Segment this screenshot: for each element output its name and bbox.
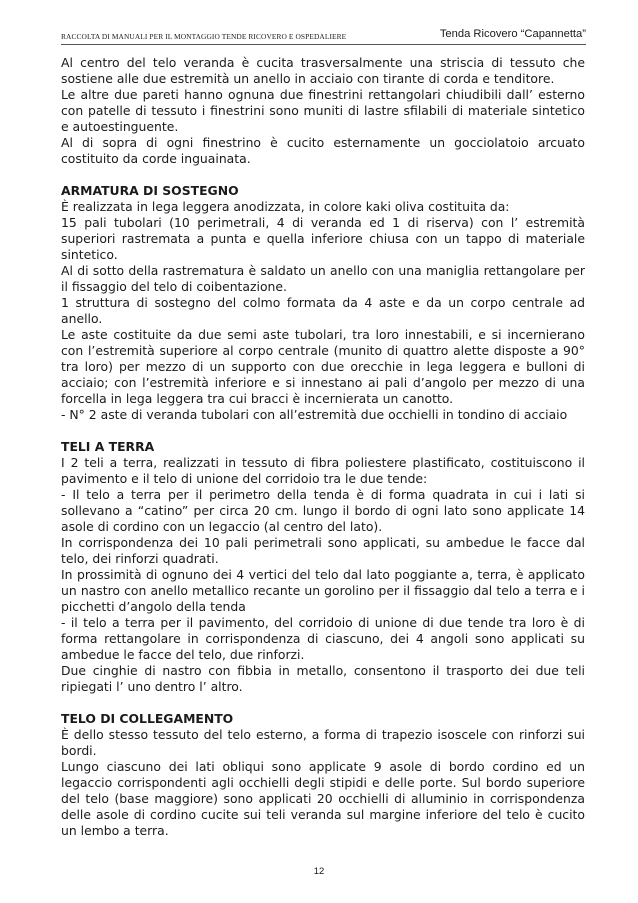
armatura-paragraph-4: 1 struttura di sostegno del colmo formata da 4 aste e da un corpo centrale ad anello. — [61, 295, 585, 326]
teli-paragraph-6: Due cinghie di nastro con fibbia in metallo, consentono il trasporto dei due teli ripiegati l’ uno dentro l’ altro. — [61, 663, 585, 694]
armatura-paragraph-5: Le aste costituite da due semi aste tubolari, tra loro innestabili, e si incernierano con l’estremità superiore al corpo centrale (munito di quattro alette disposte a 90° tra loro) per mezzo di un supporto con due orecchie in lega leggera e bulloni di acciaio; con l’estremità inferiore e si innestano ai pali d’angolo per mezzo di una forcella in lega leggera tra cui bracci è incernierata un canotto. — [61, 327, 585, 406]
collegamento-paragraph-2: Lungo ciascuno dei lati obliqui sono applicate 9 asole di bordo cordino ed un legaccio corrispondenti agli occhielli degli stipidi e delle porte. Sul bordo superiore del telo (base maggiore) sono applicati 20 occhielli di alluminio in corrispondenza delle asole di cordino cucite sui teli veranda sul margine inferiore del telo è cucito un lembo a terra. — [61, 759, 585, 838]
teli-paragraph-5: - il telo a terra per il pavimento, del corridoio di unione di due tende tra loro è di forma rettangolare in corrispondenza di ciascuno, dei 4 angoli sono applicati su ambedue le facce del telo, due rinforzi. — [61, 615, 585, 662]
armatura-paragraph-1: È realizzata in lega leggera anodizzata, in colore kaki oliva costituita da: — [61, 199, 510, 214]
collegamento-paragraph-1: È dello stesso tessuto del telo esterno, a forma di trapezio isoscele con rinforzi sui bordi. — [61, 727, 585, 758]
section-armatura — [61, 183, 585, 423]
section-teli-a-terra — [61, 439, 585, 695]
page-header — [61, 27, 586, 45]
armatura-paragraph-6: - N° 2 aste di veranda tubolari con all’estremità due occhielli in tondino di acciaio — [61, 407, 568, 422]
armatura-paragraph-2: 15 pali tubolari (10 perimetrali, 4 di veranda ed 1 di riserva) con l’ estremità superiori rastremata a punta e quella inferiore chiusa con un tappo di materiale sintetico. — [61, 215, 585, 262]
teli-paragraph-2: - Il telo a terra per il perimetro della tenda è di forma quadrata in cui i lati si sollevano a “catino” per circa 20 cm. lungo il bordo di ogni lato sono applicate 14 asole di cordino con un legaccio (al centro del lato). — [61, 487, 585, 534]
intro-paragraph-1: Al centro del telo veranda è cucita trasversalmente una striscia di tessuto che sostiene alle due estremità un anello in acciaio con tirante di corda e tenditore. — [61, 55, 585, 86]
intro-block — [61, 55, 585, 167]
page-number: 12 — [313, 866, 325, 877]
armatura-paragraph-3: Al di sotto della rastrematura è saldato un anello con una maniglia rettangolare per il fissaggio del telo di coibentazione. — [61, 263, 585, 294]
page-body — [61, 55, 585, 839]
section-title-telo-di-collegamento: TELO DI COLLEGAMENTO — [61, 711, 234, 726]
section-title-teli-a-terra: TELI A TERRA — [61, 439, 155, 454]
teli-paragraph-4: In prossimità di ognuno dei 4 vertici del telo dal lato poggiante a, terra, è applicato un nastro con anello metallico recante un gorolino per il fissaggio dal telo a terra e i picchetti d’angolo della tenda — [61, 567, 585, 614]
section-telo-di-collegamento — [61, 711, 585, 839]
section-title-armatura: ARMATURA DI SOSTEGNO — [61, 183, 239, 198]
header-collection-title: RACCOLTA DI MANUALI PER IL MONTAGGIO TENDE RICOVERO E OSPEDALIERE — [61, 32, 347, 41]
teli-paragraph-1: I 2 teli a terra, realizzati in tessuto di fibra poliestere plastificato, costituiscono il pavimento e il telo di unione del corridoio tra le due tende: — [61, 455, 585, 486]
intro-paragraph-2: Le altre due pareti hanno ognuna due finestrini rettangolari chiudibili dall’ esterno con patelle di tessuto i finestrini sono muniti di lastre sfilabili di materiale sintetico e autoestinguente. — [61, 87, 585, 134]
teli-paragraph-3: In corrispondenza dei 10 pali perimetrali sono applicati, su ambedue le facce dal telo, dei rinforzi quadrati. — [61, 535, 585, 566]
intro-paragraph-3: Al di sopra di ogni finestrino è cucito esternamente un gocciolatoio arcuato costituito da corde inguainata. — [61, 135, 585, 166]
header-document-title: Tenda Ricovero “Capannetta” — [439, 28, 586, 40]
